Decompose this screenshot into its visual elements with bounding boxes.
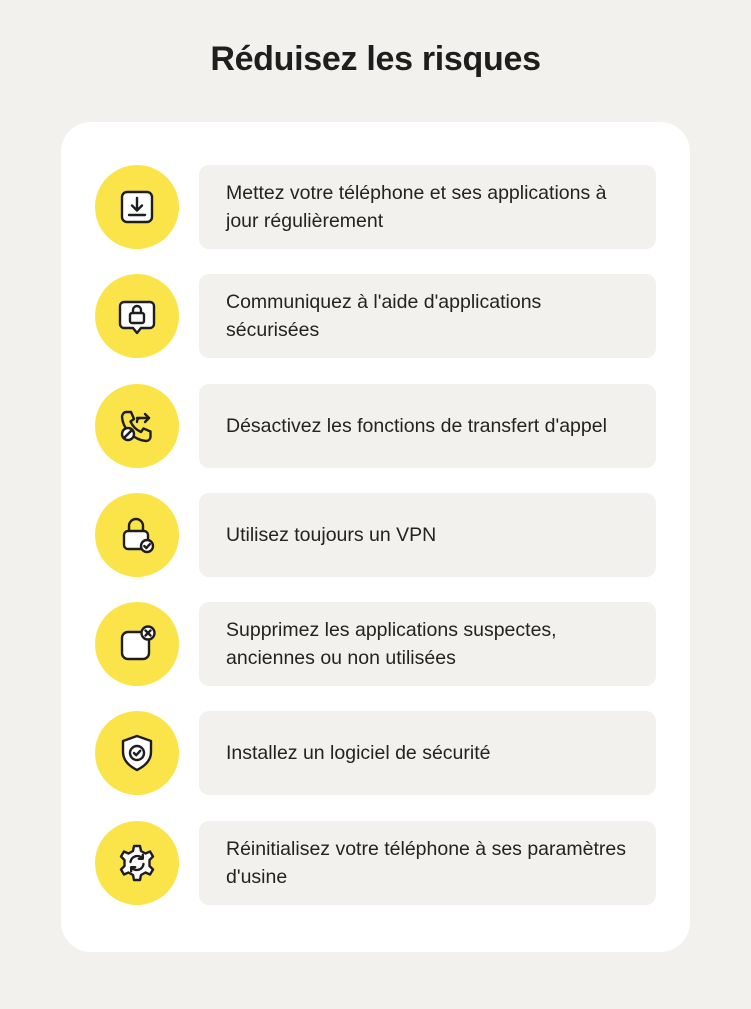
tip-text: Mettez votre téléphone et ses applications à jour régulièrement xyxy=(226,182,607,232)
tip-text: Installez un logiciel de sécurité xyxy=(226,742,491,764)
tip-item-factory-reset xyxy=(61,821,690,905)
tip-item-security-software xyxy=(61,711,690,795)
tip-text-box xyxy=(199,274,656,358)
tip-text: Communiquez à l'aide d'applications sécurisées xyxy=(226,291,542,341)
tip-text-box xyxy=(199,602,656,686)
tip-text-box xyxy=(199,384,656,468)
tips-card xyxy=(61,122,690,952)
app-remove-icon xyxy=(115,622,159,666)
tip-text-box xyxy=(199,493,656,577)
tip-text: Réinitialisez votre téléphone à ses paramètres d'usine xyxy=(226,838,626,888)
tip-icon-badge xyxy=(95,602,179,686)
tip-item-update xyxy=(61,165,690,249)
tip-icon-badge xyxy=(95,821,179,905)
padlock-check-icon xyxy=(115,513,159,557)
tip-icon-badge xyxy=(95,384,179,468)
secure-message-lock-icon xyxy=(115,294,159,338)
tip-icon-badge xyxy=(95,493,179,577)
download-icon xyxy=(115,185,159,229)
tip-item-remove-apps xyxy=(61,602,690,686)
tip-icon-badge xyxy=(95,274,179,358)
tip-icon-badge xyxy=(95,165,179,249)
tip-text: Utilisez toujours un VPN xyxy=(226,524,437,546)
tip-item-vpn xyxy=(61,493,690,577)
call-forward-disabled-icon xyxy=(115,404,159,448)
tip-text: Désactivez les fonctions de transfert d'appel xyxy=(226,415,607,437)
page-title: Réduisez les risques xyxy=(210,40,541,78)
tip-item-call-forward xyxy=(61,384,690,468)
tip-text-box xyxy=(199,821,656,905)
tip-text: Supprimez les applications suspectes, anciennes ou non utilisées xyxy=(226,619,557,669)
tip-icon-badge xyxy=(95,711,179,795)
gear-reset-icon xyxy=(115,841,159,885)
tip-text-box xyxy=(199,165,656,249)
tip-item-secure-apps xyxy=(61,274,690,358)
tip-text-box xyxy=(199,711,656,795)
shield-check-icon xyxy=(115,731,159,775)
